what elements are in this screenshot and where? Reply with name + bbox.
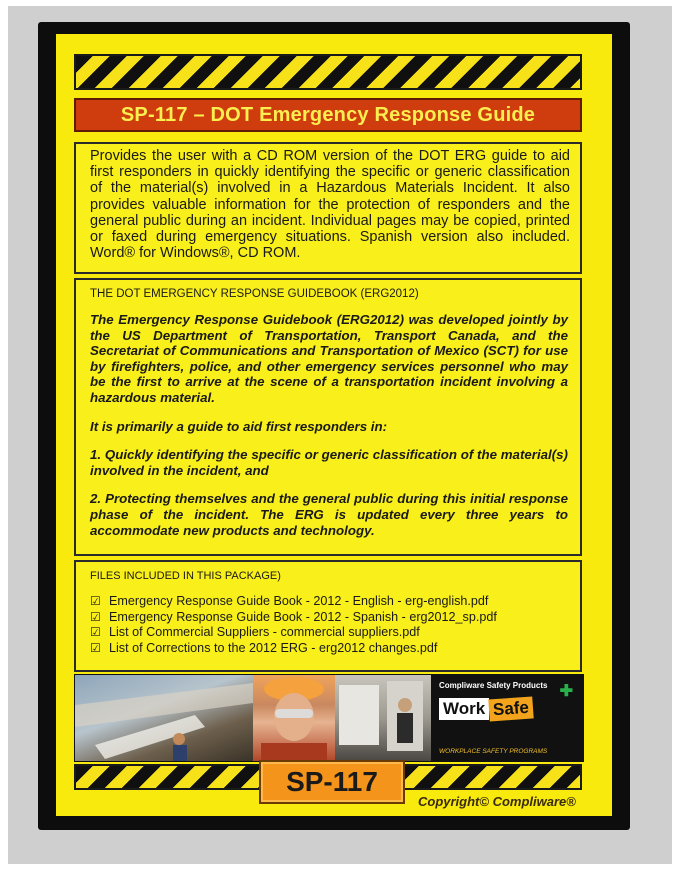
checkbox-icon: ☑ [90, 609, 101, 624]
files-heading: FILES INCLUDED IN THIS PACKAGE) [90, 570, 281, 582]
file-item: ☑ Emergency Response Guide Book - 2012 - Spanish - erg2012_sp.pdf [90, 609, 497, 624]
product-code-badge: SP-117 [259, 760, 405, 804]
hazard-stripe-top [74, 54, 582, 90]
logo-word-safe: Safe [488, 696, 533, 721]
hazard-stripe-bottom-right [400, 764, 582, 790]
product-title: SP-117 – DOT Emergency Response Guide [74, 98, 582, 132]
file-item: ☑ Emergency Response Guide Book - 2012 - English - erg-english.pdf [90, 594, 489, 608]
machine-illustration [335, 675, 431, 761]
construction-worker-photo [75, 675, 253, 761]
files-section [74, 560, 582, 672]
logo-tagline: WORKPLACE SAFETY PROGRAMS [439, 748, 548, 755]
construction-illustration [75, 675, 253, 761]
erg-paragraph-1: The Emergency Response Guidebook (ERG2012) was developed jointly by the US Department of Transportation, Transport Canada, and the Secretariat of Communications and Transportation of Mexico (SCT) for use by firefighters, police, and other emergency services personnel who may be the first to arrive at the scene of a transportation incident involving a hazardous material. [90, 312, 568, 405]
files-list [90, 594, 568, 656]
erg-paragraph-3: 1. Quickly identifying the specific or generic classification of the material(s) involved in the incident, and [90, 447, 568, 478]
logo-badge [439, 698, 575, 720]
file-item: ☑ List of Commercial Suppliers - commercial suppliers.pdf [90, 625, 420, 639]
hazard-stripe-bottom-left [74, 764, 264, 790]
erg-paragraph-2: It is primarily a guide to aid first responders in: [90, 418, 388, 434]
intro-description: Provides the user with a CD ROM version of the DOT ERG guide to aid first responders in quickly identifying the specific or generic classification of the material(s) involved in a Hazardous Materials Incident. It also provides valuable information for the protection of responders and the general public during an incident. Individual pages may be copied, printed or faxed during emergency situations. Spanish version also included. Word® for Windows®, CD ROM. [74, 142, 582, 274]
copyright-text: Copyright© Compliware® [418, 794, 576, 809]
plus-icon: ✚ [559, 683, 573, 700]
worksafe-logo [431, 675, 583, 761]
machine-operator-photo [335, 675, 431, 761]
erg-section [74, 278, 582, 556]
erg-paragraph-4: 2. Protecting themselves and the general public during this initial response phase of the incident. The ERG is updated every three years to accommodate new products and technology. [90, 491, 568, 538]
checkbox-icon: ☑ [90, 625, 101, 639]
safety-glasses-worker-photo [253, 675, 335, 761]
logo-brand: Compliware Safety Products [439, 681, 548, 690]
logo-word-work: Work [439, 698, 489, 720]
worker-face-illustration [253, 675, 335, 761]
checkbox-icon: ☑ [90, 594, 101, 608]
erg-heading: THE DOT EMERGENCY RESPONSE GUIDEBOOK (ERG2012) [90, 288, 419, 300]
logo-block [439, 681, 575, 755]
photo-strip [74, 674, 584, 762]
file-item: ☑ List of Corrections to the 2012 ERG - erg2012 changes.pdf [90, 640, 438, 655]
checkbox-icon: ☑ [90, 640, 101, 655]
